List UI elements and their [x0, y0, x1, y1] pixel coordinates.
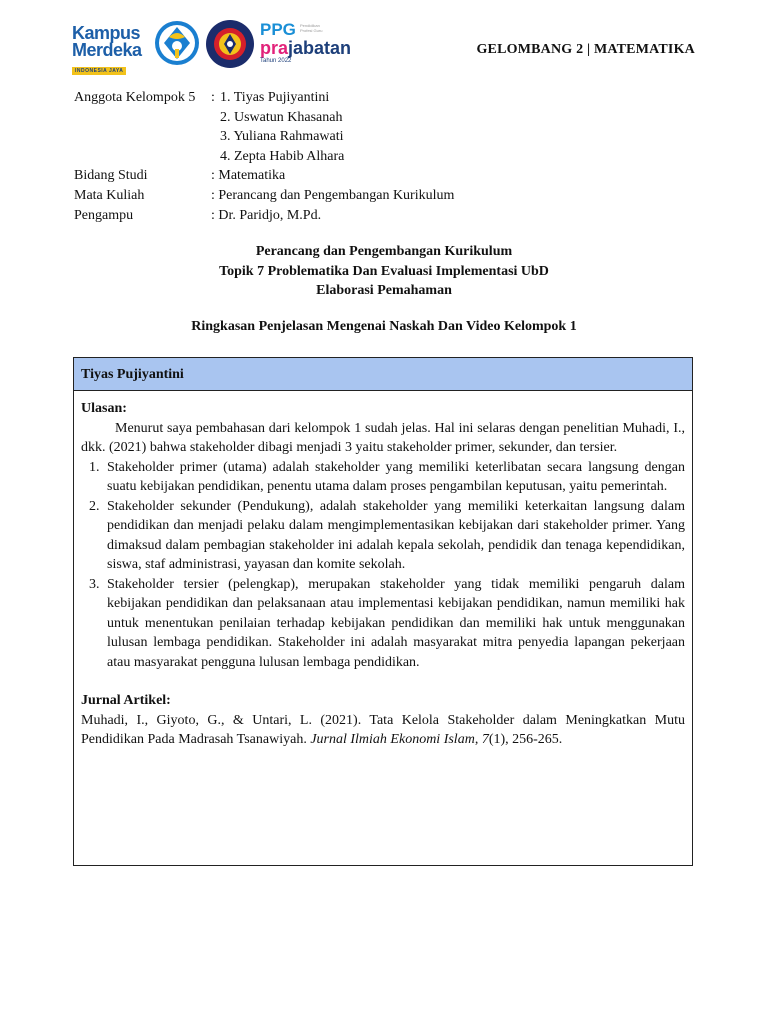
member-2: 2. Uswatun Khasanah: [220, 109, 343, 125]
matkul-value: Perancang dan Pengembangan Kurikulum: [218, 187, 455, 203]
university-seal-logo: [205, 19, 255, 69]
member-3: 3. Yuliana Rahmawati: [220, 129, 344, 145]
pengampu-value: Dr. Paridjo, M.Pd.: [218, 207, 322, 223]
ppg-main-word: prajabatan: [260, 38, 352, 58]
list-item: 2. Stakeholder sekunder (Pendukung), adalah stakeholder yang memiliki keterkaitan langsung dalam pendidikan dan menjadi pelaku dalam mengimplementasikan kebijakan dari stakeholder primer. Yang dimaksud dalam pembagian stakeholder ini adalah kepala sekolah, pendidik dan tenaga kependidikan, siswa, staf administrasi, yayasan dan komite sekolah.: [103, 497, 685, 575]
title-line-2: Topik 7 Problematika Dan Evaluasi Implementasi UbD: [219, 263, 549, 279]
document-subtitle: Ringkasan Penjelasan Mengenai Naskah Dan Video Kelompok 1: [191, 319, 577, 334]
kampus-merdeka-logo: Kampus Merdeka INDONESIA JAYA: [72, 24, 150, 70]
list-item: 3. Stakeholder tersier (pelengkap), merupakan stakeholder yang tidak memiliki pengaruh dalam kebijakan pendidikan dan pelaksanaan atau implementasi kebijakan pendidikan, namun memiliki hak untuk menentukan penilaian terhadap kebijakan pendidikan dan memiliki hak untuk menggunakan lulusan lembaga pendidikan. Stakeholder ini adalah masyarakat mitra penyedia lapangan pekerjaan atau masyarakat pengguna lulusan lembaga pendidikan.: [103, 575, 685, 673]
ulasan-label: Ulasan:: [81, 401, 127, 416]
list-item: 1. Stakeholder primer (utama) adalah stakeholder yang memiliki keterlibatan secara langsung dengan suatu kebijakan pendidikan, penentu utama dalam proses pengambilan keputusan, yaitu pemerintah.: [103, 458, 685, 497]
title-line-3: Elaborasi Pemahaman: [316, 283, 452, 298]
matkul-label: Mata Kuliah: [74, 187, 145, 203]
header-title: GELOMBANG 2 | MATEMATIKA: [476, 42, 695, 57]
member-4: 4. Zepta Habib Alhara: [220, 148, 345, 164]
review-body: [74, 391, 692, 750]
title-line-1: Perancang dan Pengembangan Kurikulum: [255, 244, 513, 259]
kampus-merdeka-line2: Merdeka: [72, 40, 142, 60]
bidang-label: Bidang Studi: [74, 168, 148, 184]
review-intro: Menurut saya pembahasan dari kelompok 1 sudah jelas. Hal ini selaras dengan penelitian Muhadi, I., dkk. (2021) bahwa stakeholder dibagi menjadi 3 yaitu stakeholder primer, sekunder, dan tersier.: [81, 420, 685, 455]
journal-reference: Muhadi, I., Giyoto, G., & Untari, L. (2021). Tata Kelola Stakeholder dalam Meningkatkan Mutu Pendidikan Pada Madrasah Tsanawiyah. Jurnal Ilmiah Ekonomi Islam, 7(1), 256-265.: [81, 712, 685, 747]
stakeholder-list: [81, 458, 685, 673]
journal-name: Jurnal Ilmiah Ekonomi Islam: [310, 732, 475, 747]
review-box: [73, 357, 693, 866]
page-header: [70, 18, 695, 74]
anggota-label: Anggota Kelompok 5: [74, 90, 196, 105]
journal-volume: 7: [481, 732, 489, 747]
pengampu-label: Pengampu: [74, 207, 134, 223]
reviewer-name: Tiyas Pujiyantini: [74, 358, 692, 391]
document-titles: [74, 242, 694, 301]
tut-wuri-handayani-logo: [154, 19, 200, 67]
ppg-prajabatan-logo: PPG Pendidikan Profesi Guru prajabatan Tahun 2022: [260, 21, 370, 71]
bidang-value: Matematika: [218, 168, 286, 184]
member-1: 1. Tiyas Pujiyantini: [220, 90, 330, 105]
jurnal-label: Jurnal Artikel:: [81, 693, 171, 708]
